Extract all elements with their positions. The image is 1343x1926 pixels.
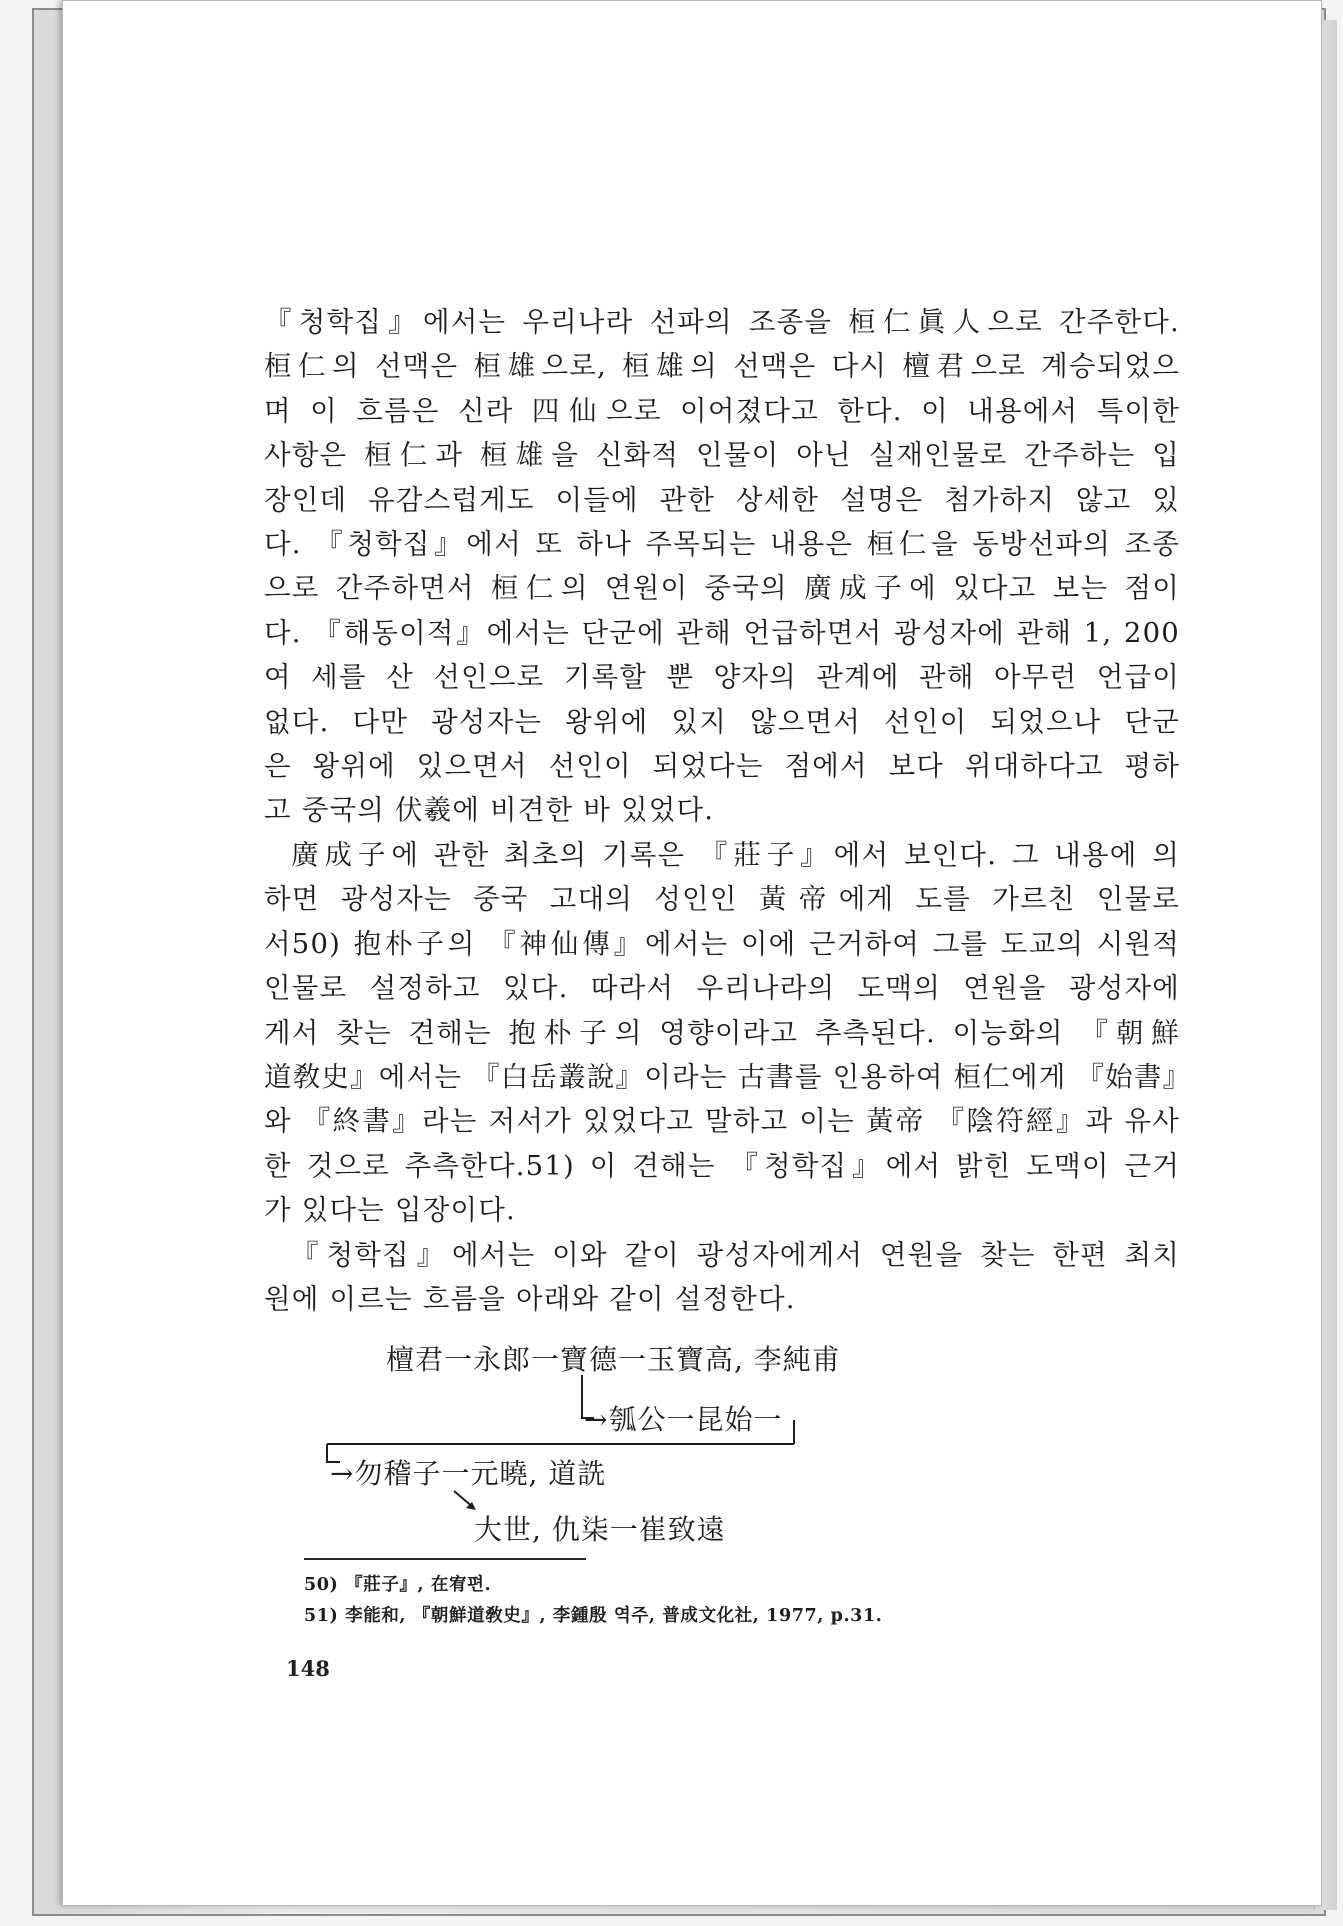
text-line: 하면 광성자는 중국 고대의 성인인 黃帝에게 도를 가르친 인물로 xyxy=(264,883,1180,916)
diagram-row-4: 大世, 仇柒一崔致遠 xyxy=(474,1513,726,1546)
text-line: 며 이 흐름은 신라 四仙으로 이어졌다고 한다. 이 내용에서 특이한 xyxy=(264,394,1180,427)
text-line: 가 있다는 입장이다. xyxy=(264,1194,516,1227)
text-line: 사항은 桓仁과 桓雄을 신화적 인물이 아닌 실재인물로 간주하는 입 xyxy=(264,439,1180,472)
text-line: 와 『終書』라는 저서가 있었다고 말하고 이는 黃帝 『陰符經』과 유사 xyxy=(264,1105,1180,1138)
text-line: 원에 이르는 흐름을 아래와 같이 설정한다. xyxy=(264,1282,796,1315)
page-number: 148 xyxy=(286,1656,330,1681)
text-line: 서50) 抱朴子의 『神仙傳』에서는 이에 근거하여 그를 도교의 시원적 xyxy=(264,927,1180,960)
text-line: 은 왕위에 있으면서 선인이 되었다는 점에서 보다 위대하다고 평하 xyxy=(264,750,1180,783)
diagram-row-3: →勿稽子一元曉, 道詵 xyxy=(330,1457,607,1490)
text-line: 『청학집』에서는 이와 같이 광성자에게서 연원을 찾는 한편 최치 xyxy=(291,1238,1180,1271)
paragraph xyxy=(264,300,1180,833)
text-line: 다. 『해동이적』에서는 단군에 관해 언급하면서 광성자에 관해 1, 200 xyxy=(264,616,1180,649)
text-line: 한 것으로 추측한다.51) 이 견해는 『청학집』에서 밝힌 도맥이 근거 xyxy=(264,1149,1180,1182)
text-line: 道敎史』에서는 『白岳叢說』이라는 古書를 인용하여 桓仁에게 『始書』 xyxy=(264,1060,1192,1093)
text-line: 게서 찾는 견해는 抱朴子의 영향이라고 추측된다. 이능화의 『朝鮮 xyxy=(264,1016,1180,1049)
diagram-row-1: 檀君一永郎一寶德一玉寶高, 李純甫 xyxy=(386,1343,841,1376)
text-line: 廣成子에 관한 최초의 기록은 『莊子』에서 보인다. 그 내용에 의 xyxy=(291,838,1180,871)
body-text xyxy=(264,300,1192,1321)
diagram-row-2: →瓠公一昆始一 xyxy=(584,1403,783,1436)
text-line: 다. 『청학집』에서 또 하나 주목되는 내용은 桓仁을 동방선파의 조종 xyxy=(264,528,1180,561)
text-line: 고 중국의 伏羲에 비견한 바 있었다. xyxy=(264,794,715,827)
text-line: 으로 간주하면서 桓仁의 연원이 중국의 廣成子에 있다고 보는 점이 xyxy=(264,572,1180,605)
text-line: 여 세를 산 선인으로 기록할 뿐 양자의 관계에 관해 아무런 언급이 xyxy=(264,661,1180,694)
footnote-50: 50) 『莊子』, 在宥편. xyxy=(304,1575,492,1595)
text-line: 인물로 설정하고 있다. 따라서 우리나라의 도맥의 연원을 광성자에 xyxy=(264,972,1180,1005)
footnote-51: 51) 李能和, 『朝鮮道敎史』, 李鍾殷 역주, 普成文化社, 1977, p.31. xyxy=(304,1606,883,1626)
paragraph xyxy=(264,1233,1180,1322)
text-line: 『청학집』에서는 우리나라 선파의 조종을 桓仁眞人으로 간주한다. xyxy=(264,306,1180,338)
text-line: 장인데 유감스럽게도 이들에 관한 상세한 설명은 첨가하지 않고 있 xyxy=(264,483,1180,516)
footnote-rule xyxy=(304,1558,586,1560)
text-line: 桓仁의 선맥은 桓雄으로, 桓雄의 선맥은 다시 檀君으로 계승되었으 xyxy=(264,350,1180,383)
paragraph xyxy=(264,833,1192,1233)
text-line: 없다. 다만 광성자는 왕위에 있지 않으면서 선인이 되었으나 단군 xyxy=(264,705,1180,738)
